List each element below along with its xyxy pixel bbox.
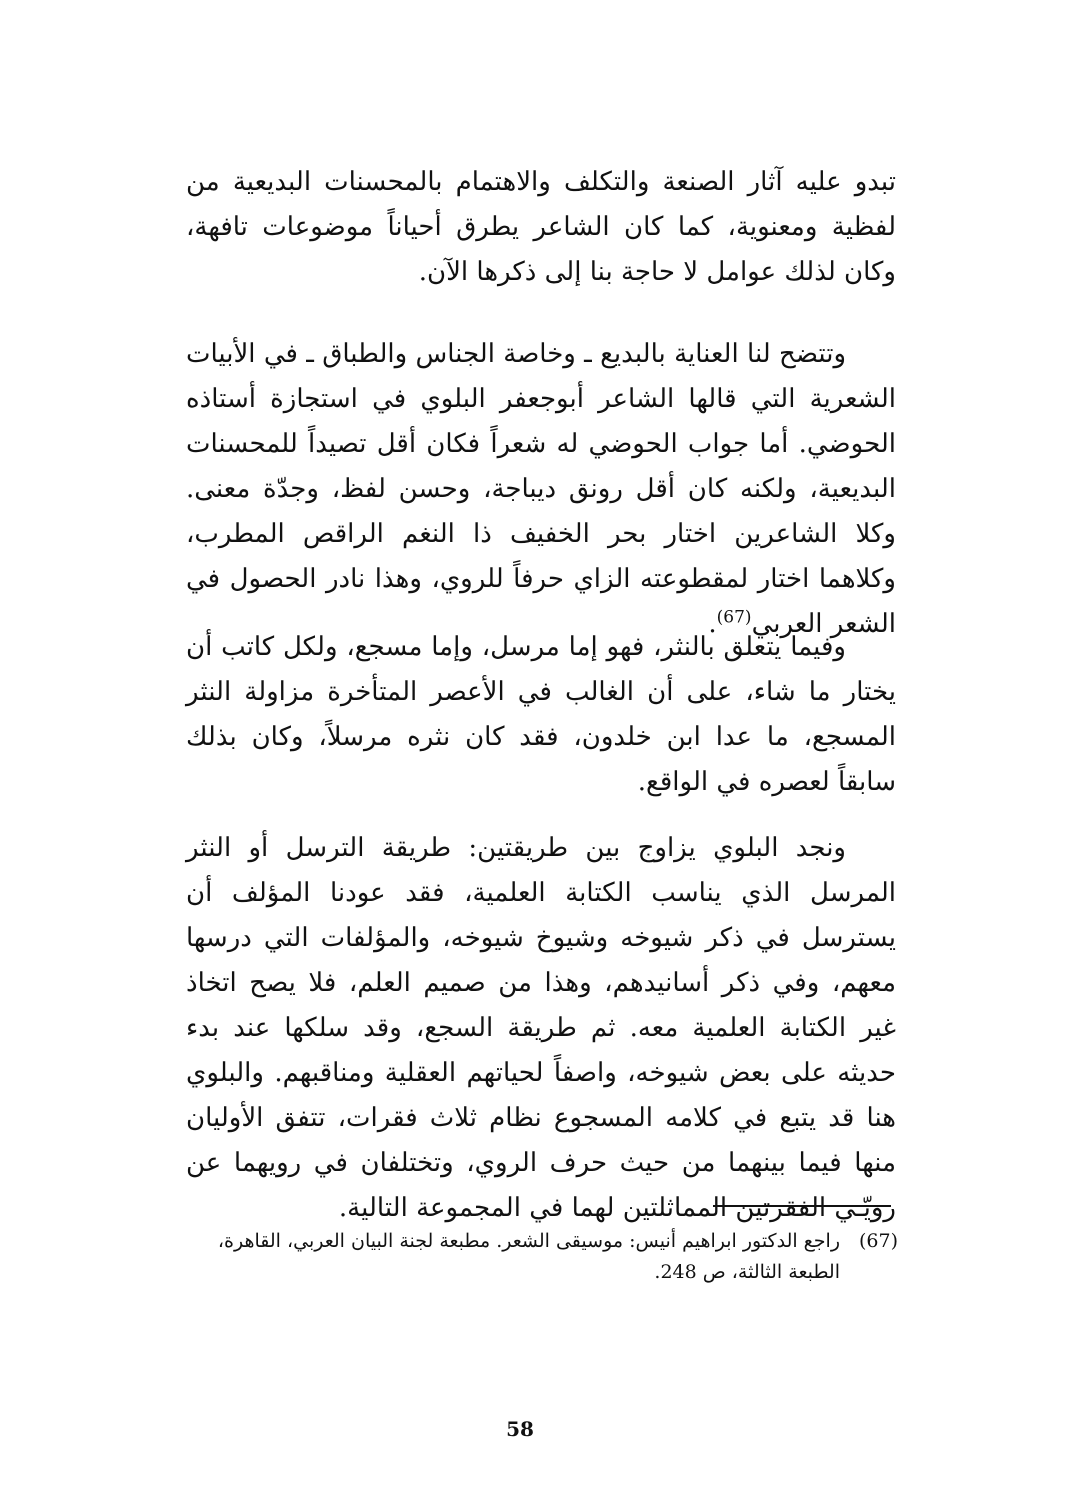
- paragraph-2-text: وتتضح لنا العناية بالبديع ـ وخاصة الجناس والطباق ـ في الأبيات الشعرية التي قالها الشاعر أبوجعفر البلوي في استجازة أستاذه الحوضي. أما جواب الحوضي له شعراً فكان أقل تصيداً للمحسنات البديعية، ولكنه كان أقل رونق ديباجة، وحسن لفظ، وجدّة معنى. وكلا الشاعرين اختار بحر الخفيف ذا النغم الراقص المطرب، وكلاهما اختار لمقطوعته الزاي حرفاً للروي، وهذا نادر الحصول في الشعر العربي: [186, 339, 896, 639]
- paragraph-4: ونجد البلوي يزاوج بين طريقتين: طريقة الترسل أو النثر المرسل الذي يناسب الكتابة العلمية، فقد عودنا المؤلف أن يسترسل في ذكر شيوخه وشيوخ شيوخه، والمؤلفات التي درسها معهم، وفي ذكر أسانيدهم، وهذا من صميم العلم، فلا يصح اتخاذ غير الكتابة العلمية معه. ثم طريقة السجع، وقد سلكها عند بدء حديثه على بعض شيوخه، واصفاً لحياتهم العقلية ومناقبهم. والبلوي هنا قد يتبع في كلامه المسجوع نظام ثلاث فقرات، تتفق الأوليان منها فيما بينهما من حيث حرف الروي، وتختلفان في رويهما عن رويّـي الفقرتين المماثلتين لهما في المجموعة التالية.: [186, 833, 896, 1223]
- page-number: 58: [506, 1417, 534, 1441]
- paragraph-1: تبدو عليه آثار الصنعة والتكلف والاهتمام بالمحسنات البديعية من لفظية ومعنوية، كما كان الشاعر يطرق أحياناً موضوعات تافهة، وكان لذلك عوامل لا حاجة بنا إلى ذكرها الآن.: [186, 167, 896, 287]
- footnote: [186, 1226, 898, 1288]
- footnote-number: (67): [858, 1230, 898, 1252]
- paragraph-2-end: .: [708, 609, 717, 639]
- footnote-reference: (67): [716, 607, 752, 628]
- paragraph-2: [186, 332, 896, 647]
- footnote-divider: [713, 1205, 891, 1207]
- footnote-text: راجع الدكتور ابراهيم أنيس: موسيقى الشعر. مطبعة لجنة البيان العربي، القاهرة، الطبعة الثالثة، ص 248.: [217, 1230, 840, 1283]
- paragraph-3: وفيما يتعلق بالنثر، فهو إما مرسل، وإما مسجع، ولكل كاتب أن يختار ما شاء، على أن الغالب في الأعصر المتأخرة مزاولة النثر المسجع، ما عدا ابن خلدون، فقد كان نثره مرسلاً، وكان بذلك سابقاً لعصره في الواقع.: [186, 632, 896, 797]
